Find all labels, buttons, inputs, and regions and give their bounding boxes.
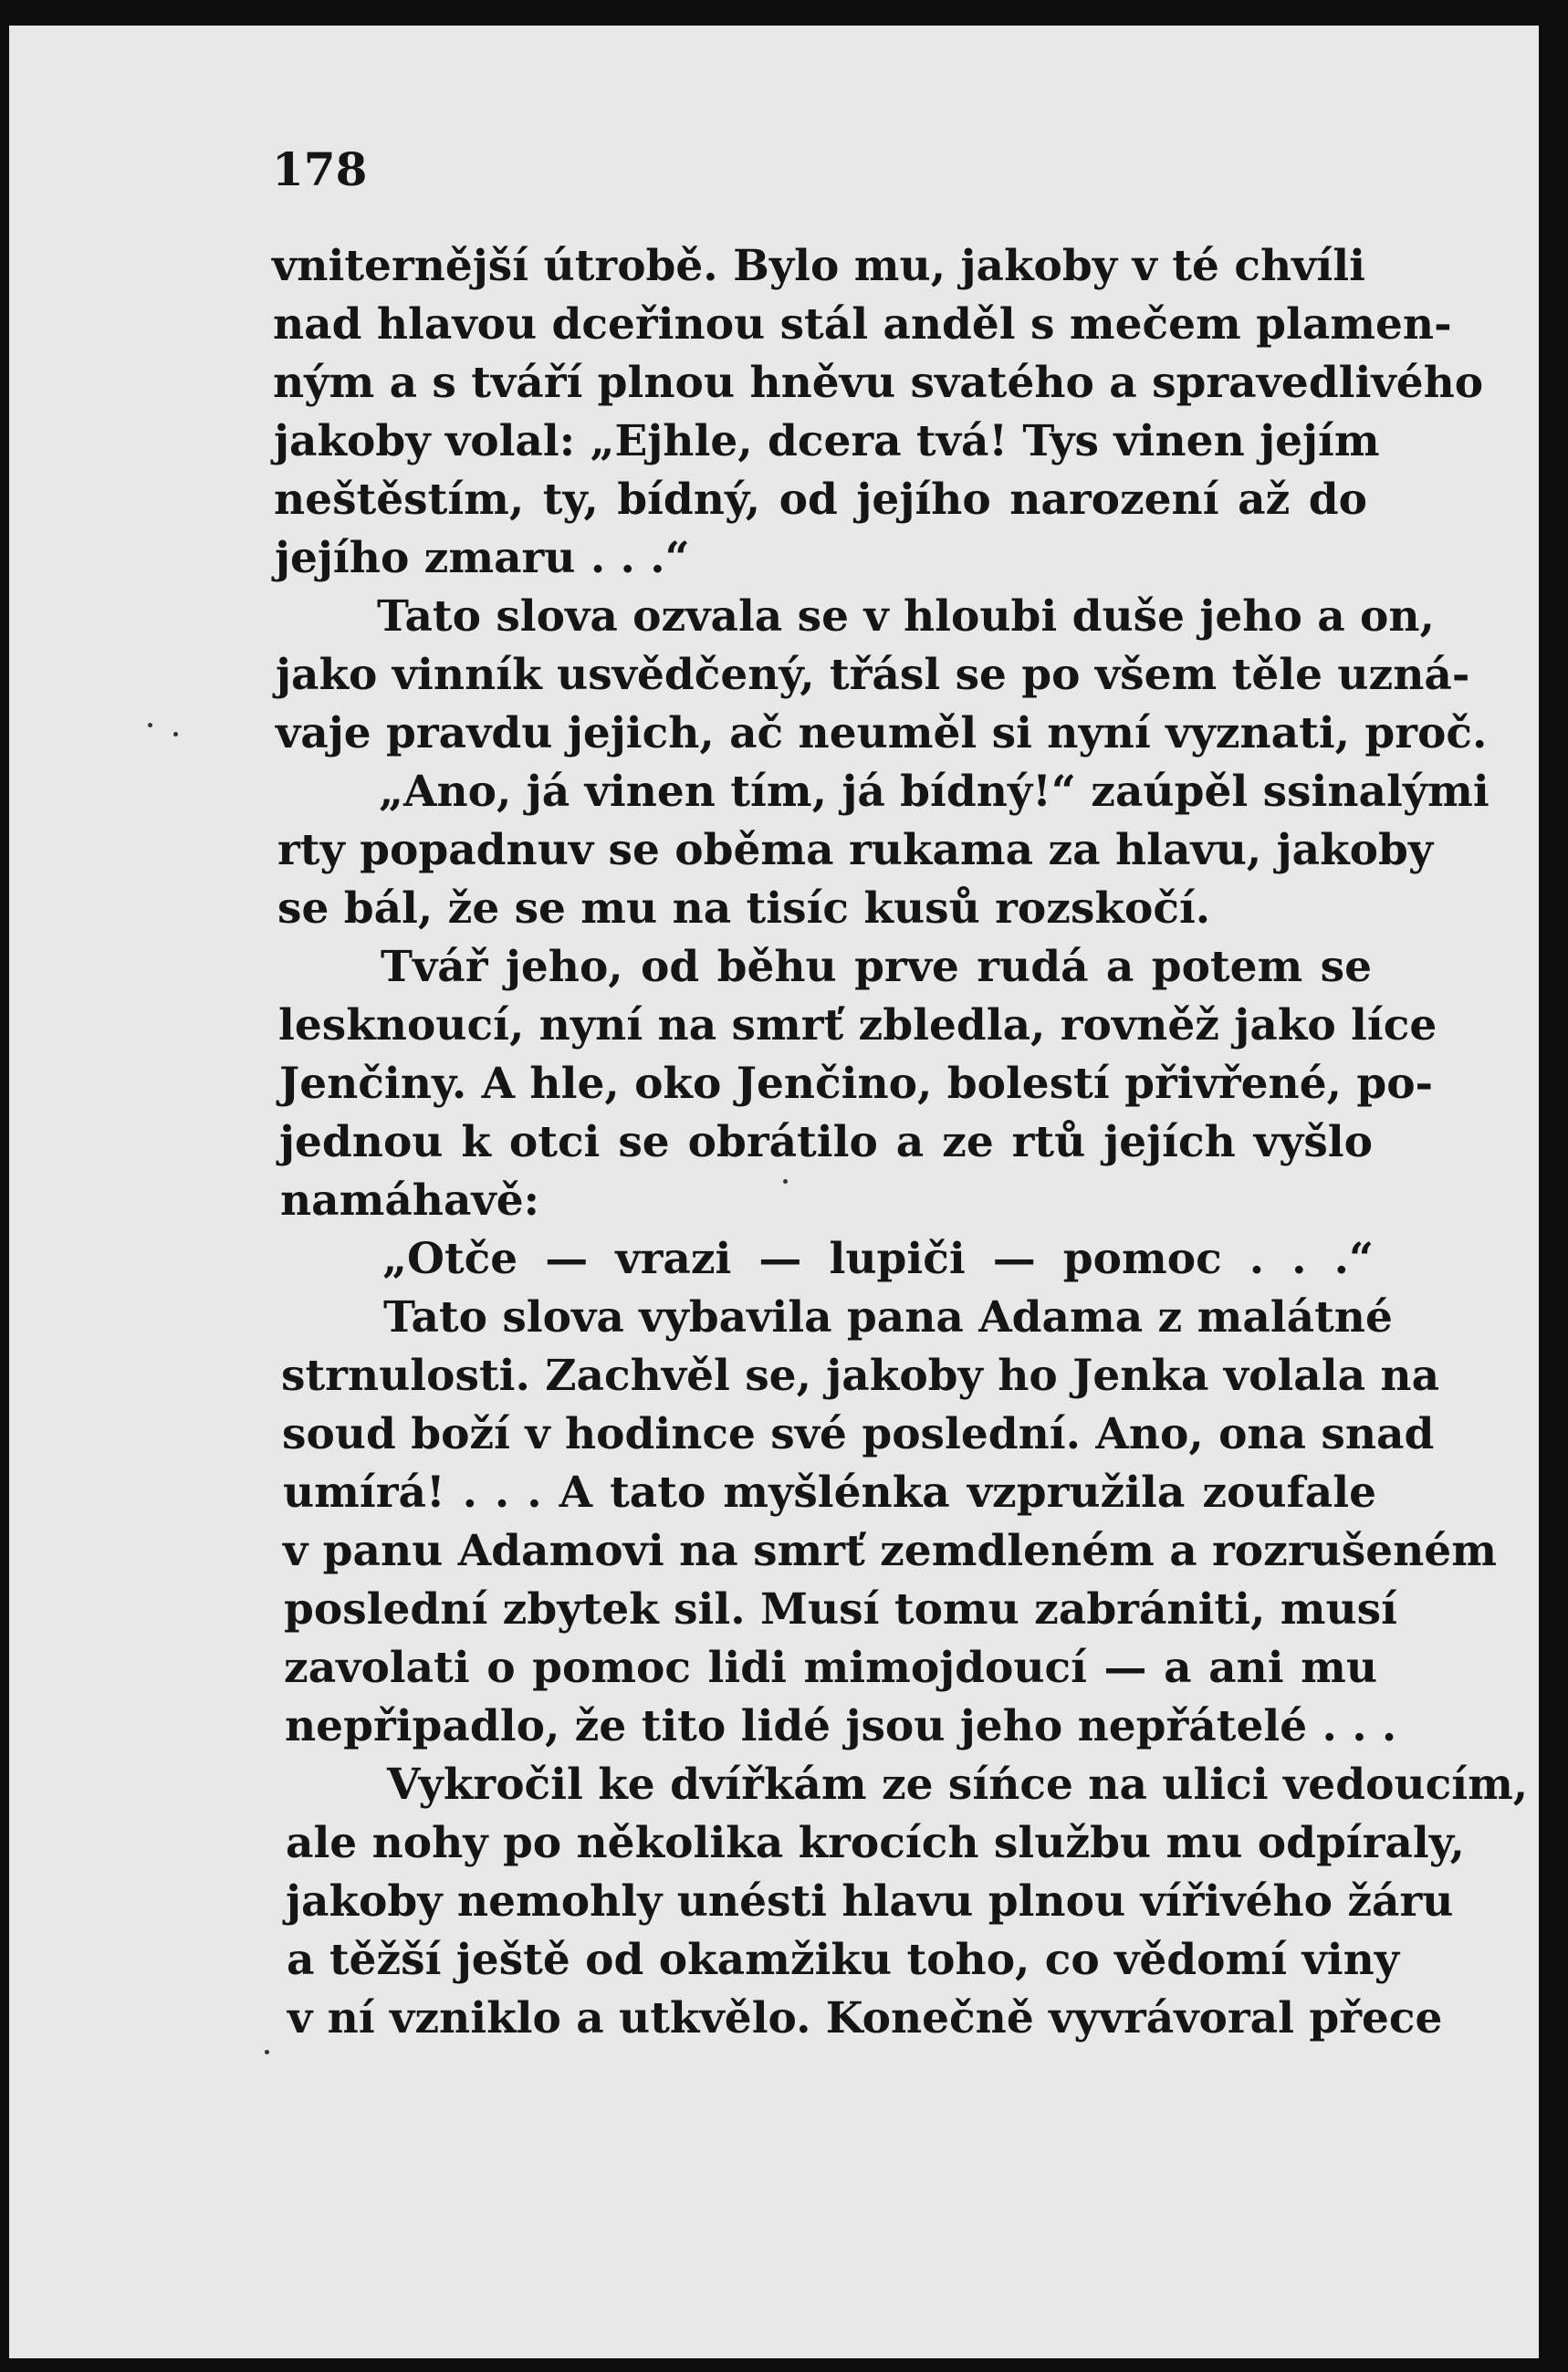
book-page [9,26,1539,2358]
text-line: a těžší ještě od okamžiku toho, co vědomí viny [287,1935,1400,1985]
text-line: namáhavě: [280,1176,539,1226]
text-line: Tato slova vybavila pana Adama z malátné [383,1292,1393,1343]
speck [783,1179,788,1184]
text-line: ným a s tváří plnou hněvu svatého a spravedlivého [273,358,1484,408]
text-line: Jenčiny. A hle, oko Jenčino, bolestí přivřené, po- [279,1059,1434,1109]
text-line: jako vinník usvědčený, třásl se po všem těle uzná- [276,650,1470,700]
speck [173,732,178,737]
text-line: ale nohy po několika krocích službu mu odpíraly, [286,1818,1465,1868]
text-line: se bál, že se mu na tisíc kusů rozskočí. [277,883,1211,934]
text-line: vniternější útrobě. Bylo mu, jakoby v té chvíli [272,241,1365,291]
text-line: poslední zbytek sil. Musí tomu zabrániti, musí [284,1584,1397,1635]
text-line: umírá! . . . A tato myšlénka vzpružila zoufale [283,1468,1376,1518]
text-line: soud boží v hodince své poslední. Ano, ona snad [282,1409,1435,1459]
text-line: strnulosti. Zachvěl se, jakoby ho Jenka volala na [281,1351,1440,1401]
text-line: Vykročil ke dvířkám ze síńce na ulici vedoucím, [387,1760,1529,1810]
text-line: v ní vzniklo a utkvělo. Konečně vyvrávoral přece [287,1993,1443,2043]
text-line: vaje pravdu jejich, ač neuměl si nyní vyznati, proč. [276,708,1488,758]
text-line: zavolati o pomoc lidi mimojdoucí — a ani mu [284,1643,1377,1693]
text-line: nepřipadlo, že tito lidé jsou jeho nepřátelé . . . [285,1701,1397,1751]
text-line: jednou k otci se obrátilo a ze rtů jejích vyšlo [279,1117,1373,1167]
text-line: jakoby volal: „Ejhle, dcera tvá! Tys vinen jejím [274,416,1380,466]
speck [265,2050,269,2054]
text-line: lesknoucí, nyní na smrť zbledla, rovněž jako líce [278,1000,1437,1050]
text-line: Tvář jeho, od běhu prve rudá a potem se [381,942,1372,992]
text-line: jejího zmaru . . .“ [275,533,690,583]
text-line: „Otče — vrazi — lupiči — pomoc . . .“ [382,1234,1374,1284]
text-line: jakoby nemohly unésti hlavu plnou vířivého žáru [286,1876,1454,1927]
speck [148,723,152,727]
text-line: nad hlavou dceřinou stál anděl s mečem plamen- [273,299,1452,350]
text-line: v panu Adamovi na smrť zemdleném a rozrušeném [283,1526,1497,1576]
text-line: „Ano, já vinen tím, já bídný!“ zaúpěl ssinalými [379,767,1490,817]
text-line: Tato slova ozvala se v hloubi duše jeho a on, [377,591,1435,642]
page-number: 178 [272,142,368,196]
text-line: rty popadnuv se oběma rukama za hlavu, jakoby [277,825,1434,875]
text-line: neštěstím, ty, bídný, od jejího narození až do [274,475,1367,525]
